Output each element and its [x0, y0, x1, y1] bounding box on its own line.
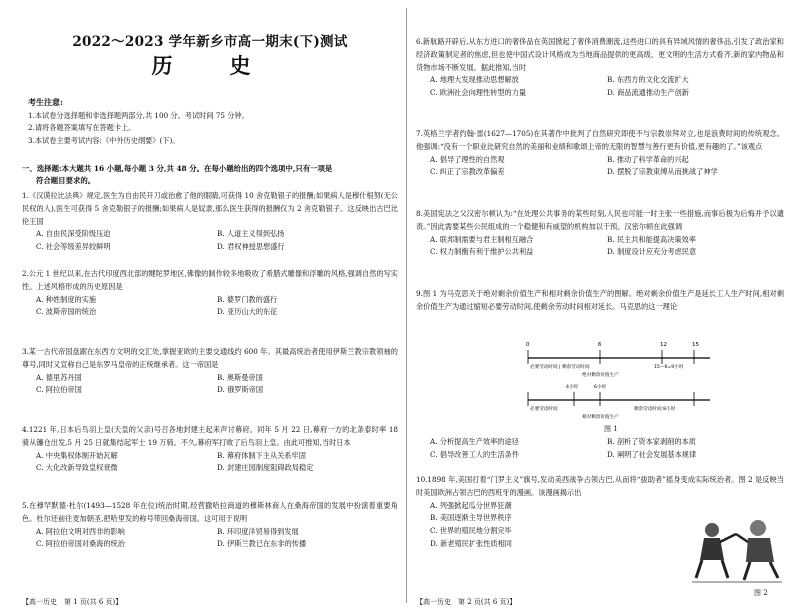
section-heading-line: 符合题目要求的。 [36, 175, 96, 185]
option[interactable]: B. 美国逐渐主导世界秩序 [430, 513, 512, 523]
question-9 [416, 288, 784, 314]
option[interactable]: B. 人道主义得到弘扬 [217, 229, 285, 239]
question-options [22, 450, 398, 476]
page-footer-left [22, 597, 398, 607]
option[interactable]: D. 君权神授思想盛行 [217, 242, 285, 252]
question-1 [22, 190, 398, 254]
notice-heading: 考生注意: [28, 97, 63, 107]
section-heading [22, 163, 398, 187]
question-stem: 5.在穆罕默德·杜尔(1493—1528 年在位)统治时期,经营撒哈拉商道的穆斯林商人在桑海帝国的发展中扮演着重要角色。杜尔还前往麦加朝圣,把哈里发的称号带回桑海帝国。这可用于说明 [22, 501, 398, 523]
row2-caption: 相对剩余价值生产 [582, 415, 619, 420]
option[interactable]: A. 联邦制需要与君主制相互融合 [430, 234, 534, 244]
question-stem: 10.1898 年,美国打着“门罗主义”旗号,发动美西战争占领古巴,从而将“拔助者”摇身变成实际统治者。图 2 是反映当时美国欧洲占领古巴的西班牙的漫画。该漫画揭示出 [416, 475, 784, 497]
option[interactable]: A. 列强掀起瓜分世界狂潮 [430, 500, 512, 510]
question-8 [416, 208, 784, 259]
question-options [416, 436, 784, 462]
question-stem: 6.新航路开辟后,从东方进口的奢侈品在英国掀起了奢侈消费潮流,这些进口的具有异域风情的奢侈品,引发了政治家和经济政策制定者的焦虑,但也使中国式设计风格成为当地商品提供的更高级、更文明的生活方式看齐,新的家内物品和货物市场不断发展。据此推知,当时 [416, 37, 784, 72]
option[interactable]: B. 奥斯曼帝国 [217, 372, 263, 382]
option[interactable]: B. 环印度洋贸易得到发展 [217, 526, 299, 536]
question-10 [416, 474, 784, 551]
option[interactable]: B. 推动了科学革命的兴起 [607, 154, 689, 164]
footer-text: 【高一历史 第 1 页(共 6 页)】 [22, 598, 123, 606]
option[interactable]: C. 阿拉伯帝国 [36, 385, 82, 395]
row1-left-label: 必要劳动时间 | 剩余劳动时间 [530, 365, 590, 370]
cartoon-illustration [690, 512, 784, 584]
question-options [416, 500, 686, 551]
option[interactable]: D. 封建庄园制度阻碍政局稳定 [217, 463, 314, 473]
notice-item: 2.请将各题答案填写在答题卡上。 [28, 123, 136, 132]
option[interactable]: D. 伊斯兰教已在东非的传播 [217, 539, 307, 549]
question-options [22, 294, 398, 320]
exam-title: 2022～2023 学年新乡市高一期末(下)测试 [72, 34, 348, 50]
row1-right-label: 15—6=9小时 [654, 365, 684, 370]
tick-label: 15 [692, 342, 699, 348]
page-footer-right [416, 597, 784, 607]
option[interactable]: A. 地理大发现推动思想解放 [430, 75, 519, 85]
option[interactable]: C. 社会等级差异较鲜明 [36, 242, 111, 252]
option[interactable]: A. 种姓制度的实施 [36, 294, 97, 304]
figure-1-diagram [524, 338, 714, 424]
option[interactable]: C. 阿拉伯帝国对桑海的统治 [36, 539, 125, 549]
option[interactable]: A. 阿拉伯文明对西非的影响 [36, 526, 125, 536]
option[interactable]: B. 剖析了资本家剥削的本质 [607, 437, 696, 446]
exam-subject: 历 史 [151, 53, 269, 78]
question-stem: 8.美国宪法之父汉密尔顿认为:“在处理公共事务的某些时刻,人民也可能一时主张一些措施,而事后极为后悔并予以谴责。”因此需要某些公民组成的一个稳健和有威望的机构加以干预。汉密尔顿在此强调 [416, 209, 784, 231]
option[interactable]: D. 亚历山大的东征 [217, 307, 278, 317]
question-options [22, 526, 398, 552]
option[interactable]: D. 商品流通推动生产创新 [607, 88, 689, 98]
option[interactable]: C. 倡导改善工人的生活条件 [430, 449, 519, 459]
question-stem: 4.1221 年,日本后鸟羽上皇(天皇的父亲)号召各地封建主起来声讨幕府。同年 5 月 22 日,幕府一方的北条泰时率 18 骑从镰仓出发,5 月 25 日就集结起军士 19 万骑。不久,幕府军打败了后鸟羽上皇。由此可推知,当时日本 [22, 425, 398, 447]
left-column [22, 0, 398, 611]
question-options [416, 154, 784, 180]
footer-text: 【高一历史 第 2 页(共 6 页)】 [416, 598, 517, 606]
figure-1-svg [524, 338, 714, 424]
tick-label: 0 [526, 342, 530, 348]
question-stem: 2.公元 1 世纪以来,在古代印度西北部的犍陀罗地区,佛像的制作较多地吸收了希腊式雕像和浮雕的风格,强调自然的写实性。上述风格形成的历史原因是 [22, 269, 398, 291]
notice-box [28, 96, 398, 147]
option[interactable]: B. 民主共和能提高决策效率 [607, 234, 696, 244]
question-2 [22, 268, 398, 319]
question-stem: 7.英格兰学者约翰·雷(1627—1705)在其著作中批判了自然研究即使不与宗教崇拜对立,也是浪费时间的传统观念。他强调:“没有一个职业比研究自然的美丽和业绩和歌颂上帝的无限的智慧与善行更有价值,更有趣的了。”该观点 [416, 129, 784, 151]
question-options [22, 372, 398, 398]
option[interactable]: D. 阐明了社会发展基本规律 [607, 449, 697, 459]
option[interactable]: B. 婆罗门教的盛行 [217, 294, 278, 304]
question-4 [22, 424, 398, 475]
option[interactable]: C. 纠正了宗教改革偏差 [430, 167, 505, 177]
option[interactable]: D. 制度设计应充分考虑民意 [607, 247, 697, 257]
option[interactable]: B. 东西方的文化交流扩大 [607, 75, 689, 85]
question-options [416, 234, 784, 260]
question-7 [416, 128, 784, 179]
question-9-options [416, 436, 784, 462]
question-3 [22, 346, 398, 397]
option[interactable]: C. 权力制衡有利于维护公共利益 [430, 247, 534, 257]
option[interactable]: D. 摆脱了宗教束缚从而挑战了神学 [607, 167, 718, 177]
row1-caption: 绝对剩余价值生产 [582, 373, 619, 378]
option[interactable]: A. 中央集权体制开始瓦解 [36, 450, 118, 460]
question-options [22, 228, 398, 254]
option[interactable]: A. 分析提高生产效率的途径 [430, 437, 519, 446]
question-stem: 9.图 1 为马克思关于绝对剩余价值生产和相对剩余价值生产的图解。绝对剩余价值生产是延长工人生产时间,相对剩余价值生产为通过缩短必要劳动时间,使剩余劳动时间相对延长。马克思的这一理论 [416, 289, 784, 311]
question-stem: 3.某一古代帝国盘踞在东西方文明的交汇处,掌握亚欧的主要交通线约 600 年。其最高统治者使用伊斯兰教宗教领袖的尊号,同时又宣称自己是东罗马皇帝的正统继承者。这一帝国是 [22, 347, 398, 369]
tick-label: 6 [598, 342, 602, 348]
option[interactable]: C. 大化改新导致皇权衰微 [36, 463, 118, 473]
question-stem: 1.《汉谟拉比法典》规定,医生为自由民开刀或治愈了他的眼睛,可获得 10 舍克勒银子的报酬;如果病人是穆什根努(无公民权的人),医生可获得 5 舍克勒银子的报酬;如果病人是奴隶,那么医生获得的报酬仅为 2 舍克勒银子。这反映出古巴比伦王国 [22, 191, 398, 226]
option[interactable]: A. 倡导了理性的自然观 [430, 154, 505, 164]
question-options [416, 74, 784, 100]
section-heading-line: 一、选择题:本大题共 16 小题,每小题 3 分,共 48 分。在每小题给出的四个选项中,只有一项是 [22, 164, 333, 173]
right-column [416, 0, 784, 611]
option[interactable]: C. 世界的殖民地分割完毕 [430, 526, 512, 536]
option[interactable]: A. 自由民深受阶级压迫 [36, 229, 111, 239]
option[interactable]: B. 幕府体制下主从关系牢固 [217, 450, 306, 460]
notice-item: 3.本试卷主要考试内容:《中外历史纲要》(下)。 [28, 135, 180, 145]
tick-label: 12 [660, 342, 667, 348]
column-divider [406, 8, 407, 603]
row2-left-label: 必要劳动时间 [530, 407, 558, 412]
figure-2-cartoon [690, 512, 784, 584]
option[interactable]: C. 欧洲社会向理性转型的力量 [430, 88, 527, 98]
row2-tick: 4小时 [566, 385, 579, 390]
row2-right-label: 剩余劳动时间:8小时 [634, 407, 676, 412]
option[interactable]: D. 新老殖民扩张性质相同 [430, 538, 512, 548]
option[interactable]: C. 波斯帝国的统治 [36, 307, 97, 317]
figure-2-caption: 图 2 [754, 589, 768, 597]
notice-item: 1.本试卷分选择题和非选择题两部分,共 100 分。考试时间 75 分钟。 [28, 110, 249, 120]
figure-1-caption: 图 1 [604, 425, 618, 433]
option[interactable]: D. 俄罗斯帝国 [217, 385, 264, 395]
row2-tick: 6小时 [594, 385, 607, 390]
question-6 [416, 36, 784, 100]
option[interactable]: A. 德里苏丹国 [36, 372, 82, 382]
question-5 [22, 500, 398, 551]
